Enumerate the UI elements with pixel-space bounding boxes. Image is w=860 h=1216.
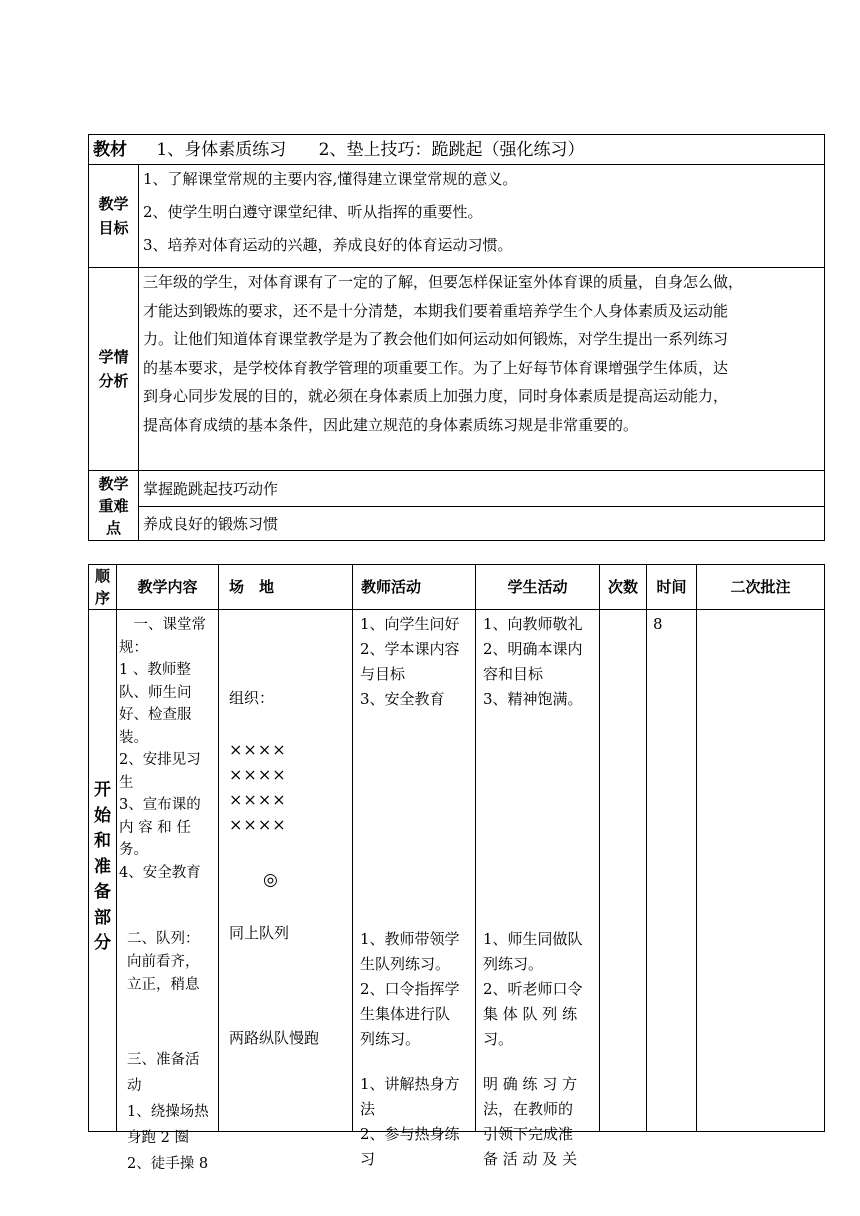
materials-label: 教材 [93,139,127,160]
header-count: 次数 [600,565,647,610]
student-cell [476,610,600,1168]
header-time: 时间 [647,565,697,610]
goal-line: 3、培养对体育运动的兴趣，养成良好的体育运动习惯。 [143,236,513,254]
lesson-info-table [88,134,825,541]
content-warmup: 三、准备活 动 1、绕操场热 身跑 2 圈 2、徒手操 8 [127,1052,209,1172]
goal-line: 1、了解课堂常规的主要内容,懂得建立课堂常规的意义。 [143,170,518,188]
venue-cell [219,610,353,1132]
analysis-text: 三年级的学生，对体育课有了一定的了解，但要怎样保证室外体育课的质量，自身怎么做， 才能达到锻炼的要求，还不是十分清楚，本期我们要着重培养学生个人身体素质及运动能 力。让他们知道体育课堂教学是为了教会他们如何运动如何锻炼，对学生提出一系列练习 的基本要求，是学校体育教学管理的项重要工作。为了上好每节体育课增强学生体质，达 到身心同步发展的目的，就必须在身体素质上加强力度，同时身体素质是提高运动能力， 提高体育成绩的基本条件，因此建立规范的身体素质练习规是非常重要的。 [139,268,825,471]
materials-row [89,135,825,165]
venue-jog: 两路纵队慢跑 [229,1029,320,1047]
goals-content [139,165,825,268]
venue-organization: 组织： [229,689,275,707]
remark-cell [697,610,825,1132]
teacher-drill: 1、教师带领学 生队列练习。 2、口令指挥学 生集体进行队 列练习。 [360,930,460,1048]
header-content: 教学内容 [117,565,219,610]
materials-content: 1、身体素质练习 2、垫上技巧：跪跳起（强化练习） [156,139,585,160]
goals-label: 教学 目标 [89,165,139,268]
header-venue: 场 地 [219,565,353,610]
header-student: 学生活动 [476,565,600,610]
student-warmup: 明 确 练 习 方 法，在教师的 引领下完成准 备 活 动 及 关 [483,1075,578,1168]
formation-grid: ×××× ×××× ×××× ×××× [229,740,287,834]
lesson-plan-table [88,564,825,1172]
teacher-cell [353,610,476,1168]
venue-drill: 同上队列 [229,924,290,942]
count-cell [600,610,647,1132]
content-drill: 二、队列： 向前看齐， 立正，稍息 [127,931,200,993]
header-remark: 二次批注 [697,565,825,610]
student-drill: 1、师生同做队 列练习。 2、听老师口令 集 体 队 列 练 习。 [483,930,583,1048]
header-teacher: 教师活动 [353,565,476,610]
header-order: 顺 序 [89,565,117,610]
student-routine: 1、向教师敬礼 2、明确本课内 容和目标 3、精神饱满。 [483,615,583,708]
analysis-label: 学情 分析 [89,268,139,471]
teacher-warmup: 1、讲解热身方 法 2、参与热身练 习 [360,1075,460,1168]
keypoints-label: 教学 重难 点 [89,471,139,541]
goal-line: 2、使学生明白遵守课堂纪律、听从指挥的重要性。 [143,203,483,221]
time-cell: 8 [647,610,697,1132]
teacher-position-mark: ◎ [263,870,278,890]
difficult-point: 养成良好的锻炼习惯 [139,507,825,541]
content-routine: 一、课堂常 规： 1 、教师整 队、师生问 好、检查服 装。 2、安排见习 生 3、宣布课的 内 容 和 任 务。 4、安全教育 [119,617,206,881]
content-cell [117,610,219,1172]
section-label: 开 始 和 准 备 部 分 [89,610,117,1132]
teacher-routine: 1、向学生问好 2、学本课内容 与目标 3、安全教育 [360,615,460,708]
key-point: 掌握跪跳起技巧动作 [139,471,825,507]
